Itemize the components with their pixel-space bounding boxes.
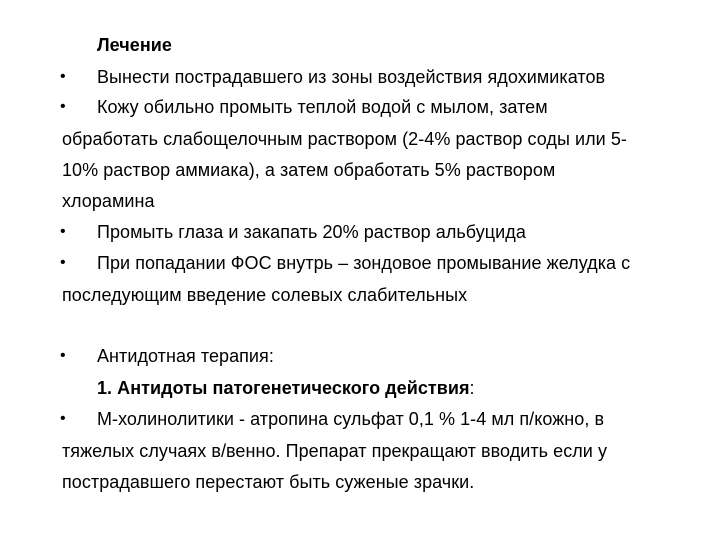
item-2-line-2: обработать слабощелочным раствором (2-4% раствор соды или 5- (62, 129, 627, 149)
subheading (97, 377, 475, 399)
bullet-marker: • (60, 98, 66, 115)
bullet-marker: • (60, 223, 66, 240)
item-2-line-1: Кожу обильно промыть теплой водой с мылом, затем (97, 97, 548, 117)
item-5-line-1: Антидотная терапия: (97, 346, 274, 366)
item-3-line-1: Промыть глаза и закапать 20% раствор альбуцида (97, 222, 526, 242)
item-4-line-1: При попадании ФОС внутрь – зондовое промывание желудка с (97, 253, 631, 273)
item-2-line-4: хлорамина (62, 191, 155, 211)
bullet-marker: • (60, 254, 66, 271)
item-4-line-2: последующим введение солевых слабительных (62, 285, 468, 305)
subheading-suffix: : (469, 378, 475, 398)
bullet-marker: • (60, 68, 66, 85)
heading: Лечение (97, 35, 172, 55)
bullet-marker: • (60, 410, 66, 427)
subheading-bold: 1. Антидоты патогенетического действия (97, 378, 470, 398)
item-1-line-1: Вынести пострадавшего из зоны воздействия ядохимикатов (97, 67, 606, 87)
item-6-line-2: тяжелых случаях в/венно. Препарат прекращают вводить если у (62, 441, 608, 461)
item-6-line-3: пострадавшего перестают быть суженые зрачки. (62, 472, 475, 492)
bullet-marker: • (60, 347, 66, 364)
item-2-line-3: 10% раствор аммиака), а затем обработать 5% раствором (62, 160, 556, 180)
item-6-line-1: М-холинолитики - атропина сульфат 0,1 % 1-4 мл п/кожно, в (97, 409, 605, 429)
